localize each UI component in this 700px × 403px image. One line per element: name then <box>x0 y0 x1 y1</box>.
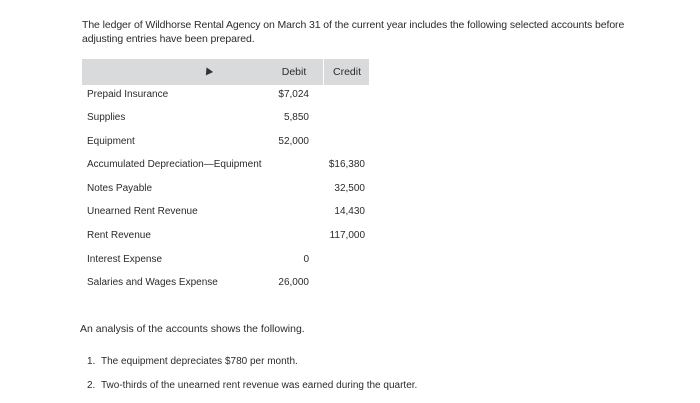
credit-amount: 117,000 <box>329 230 365 241</box>
account-label: Supplies <box>87 112 126 123</box>
account-label: Notes Payable <box>87 183 153 194</box>
account-label: Rent Revenue <box>87 230 151 241</box>
account-label: Interest Expense <box>87 254 163 265</box>
item-number: 2. <box>87 380 96 391</box>
account-label: Unearned Rent Revenue <box>87 206 198 217</box>
credit-header: Credit <box>332 66 361 78</box>
credit-amount: 14,430 <box>334 206 365 217</box>
debit-amount: 0 <box>303 254 309 265</box>
analysis-intro: An analysis of the accounts shows the following. <box>80 323 305 335</box>
item-text: The equipment depreciates $780 per month. <box>101 356 298 367</box>
debit-amount: 52,000 <box>278 136 309 147</box>
problem-intro: The ledger of Wildhorse Rental Agency on March 31 of the current year includes the following selected accounts before adjusting entries have been prepared. <box>82 19 625 45</box>
account-label: Prepaid Insurance <box>87 89 169 100</box>
account-label: Equipment <box>87 136 135 147</box>
account-label: Accumulated Depreciation—Equipment <box>87 159 262 170</box>
debit-amount: $7,024 <box>278 89 309 100</box>
item-text: Two-thirds of the unearned rent revenue was earned during the quarter. <box>101 380 418 391</box>
debit-header: Debit <box>281 66 307 78</box>
credit-amount: $16,380 <box>328 159 365 170</box>
credit-amount: 32,500 <box>334 183 365 194</box>
account-label: Salaries and Wages Expense <box>87 277 218 288</box>
item-number: 1. <box>87 356 96 367</box>
analysis-item <box>87 356 298 367</box>
debit-amount: 26,000 <box>278 277 309 288</box>
debit-amount: 5,850 <box>283 112 309 123</box>
analysis-item <box>87 380 417 391</box>
